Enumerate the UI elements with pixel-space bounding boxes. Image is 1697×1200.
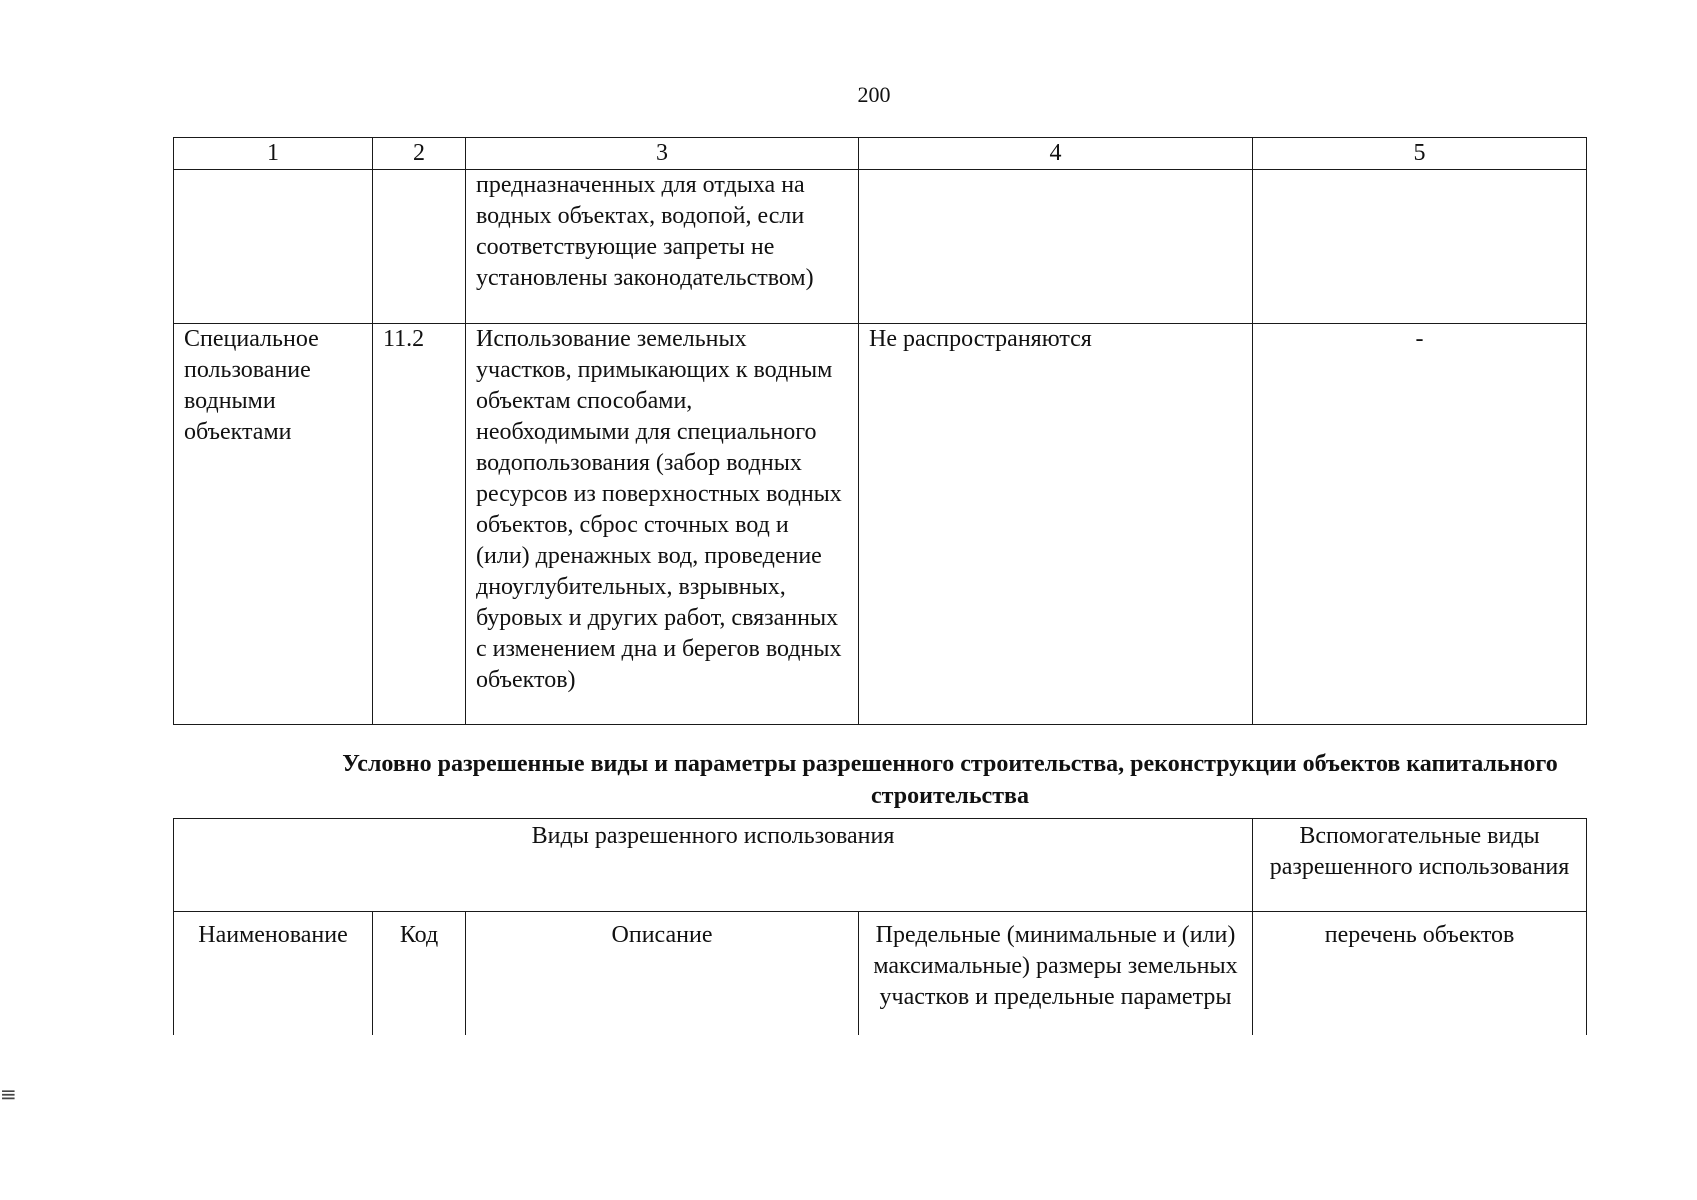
- page-number: 200: [857, 82, 891, 107]
- column-number: 4: [859, 138, 1253, 170]
- margin-mark: ≡: [0, 1082, 17, 1106]
- group-header-row: [174, 819, 1587, 912]
- code-column-header: Код: [373, 912, 466, 1036]
- column-number: 2: [373, 138, 466, 170]
- code-cell: [373, 170, 466, 324]
- permitted-use-types-header: Виды разрешенного использования: [174, 819, 1253, 912]
- parameters-cell: Не распространяются: [859, 324, 1253, 725]
- table-row-continuation: [174, 170, 1587, 324]
- code-cell: 11.2: [373, 324, 466, 725]
- name-column-header: Наименование: [174, 912, 373, 1036]
- section-title: Условно разрешенные виды и параметры разрешенного строительства, реконструкции объектов капитального строительства: [342, 751, 1558, 809]
- conditional-use-table: [173, 818, 1587, 1035]
- permitted-use-table: [173, 137, 1587, 725]
- objects-column-header: перечень объектов: [1253, 912, 1587, 1036]
- column-number: 3: [466, 138, 859, 170]
- parameters-cell: [859, 170, 1253, 324]
- description-cell: предназначенных для отдыха на водных объектах, водопой, если соответствующие запреты не установлены законодательством): [466, 170, 859, 324]
- auxiliary-cell: [1253, 170, 1587, 324]
- column-number: 5: [1253, 138, 1587, 170]
- column-header-row: [174, 912, 1587, 1036]
- description-column-header: Описание: [466, 912, 859, 1036]
- column-number-row: [174, 138, 1587, 170]
- table-row: [174, 324, 1587, 725]
- name-cell: [174, 170, 373, 324]
- column-number: 1: [174, 138, 373, 170]
- limits-column-header: Предельные (минимальные и (или) максимальные) размеры земельных участков и предельные параметры: [859, 912, 1253, 1036]
- auxiliary-cell: -: [1253, 324, 1587, 725]
- auxiliary-types-header: Вспомогательные виды разрешенного использования: [1253, 819, 1587, 912]
- name-cell: Специальное пользование водными объектами: [174, 324, 373, 725]
- description-cell: Использование земельных участков, примыкающих к водным объектам способами, необходимыми для специального водопользования (забор водных ресурсов из поверхностных водных объектов, сброс сточных вод и (или) дренажных вод, проведение дноуглубительных, взрывных, буровых и других работ, связанных с изменением дна и берегов водных объектов): [466, 324, 859, 725]
